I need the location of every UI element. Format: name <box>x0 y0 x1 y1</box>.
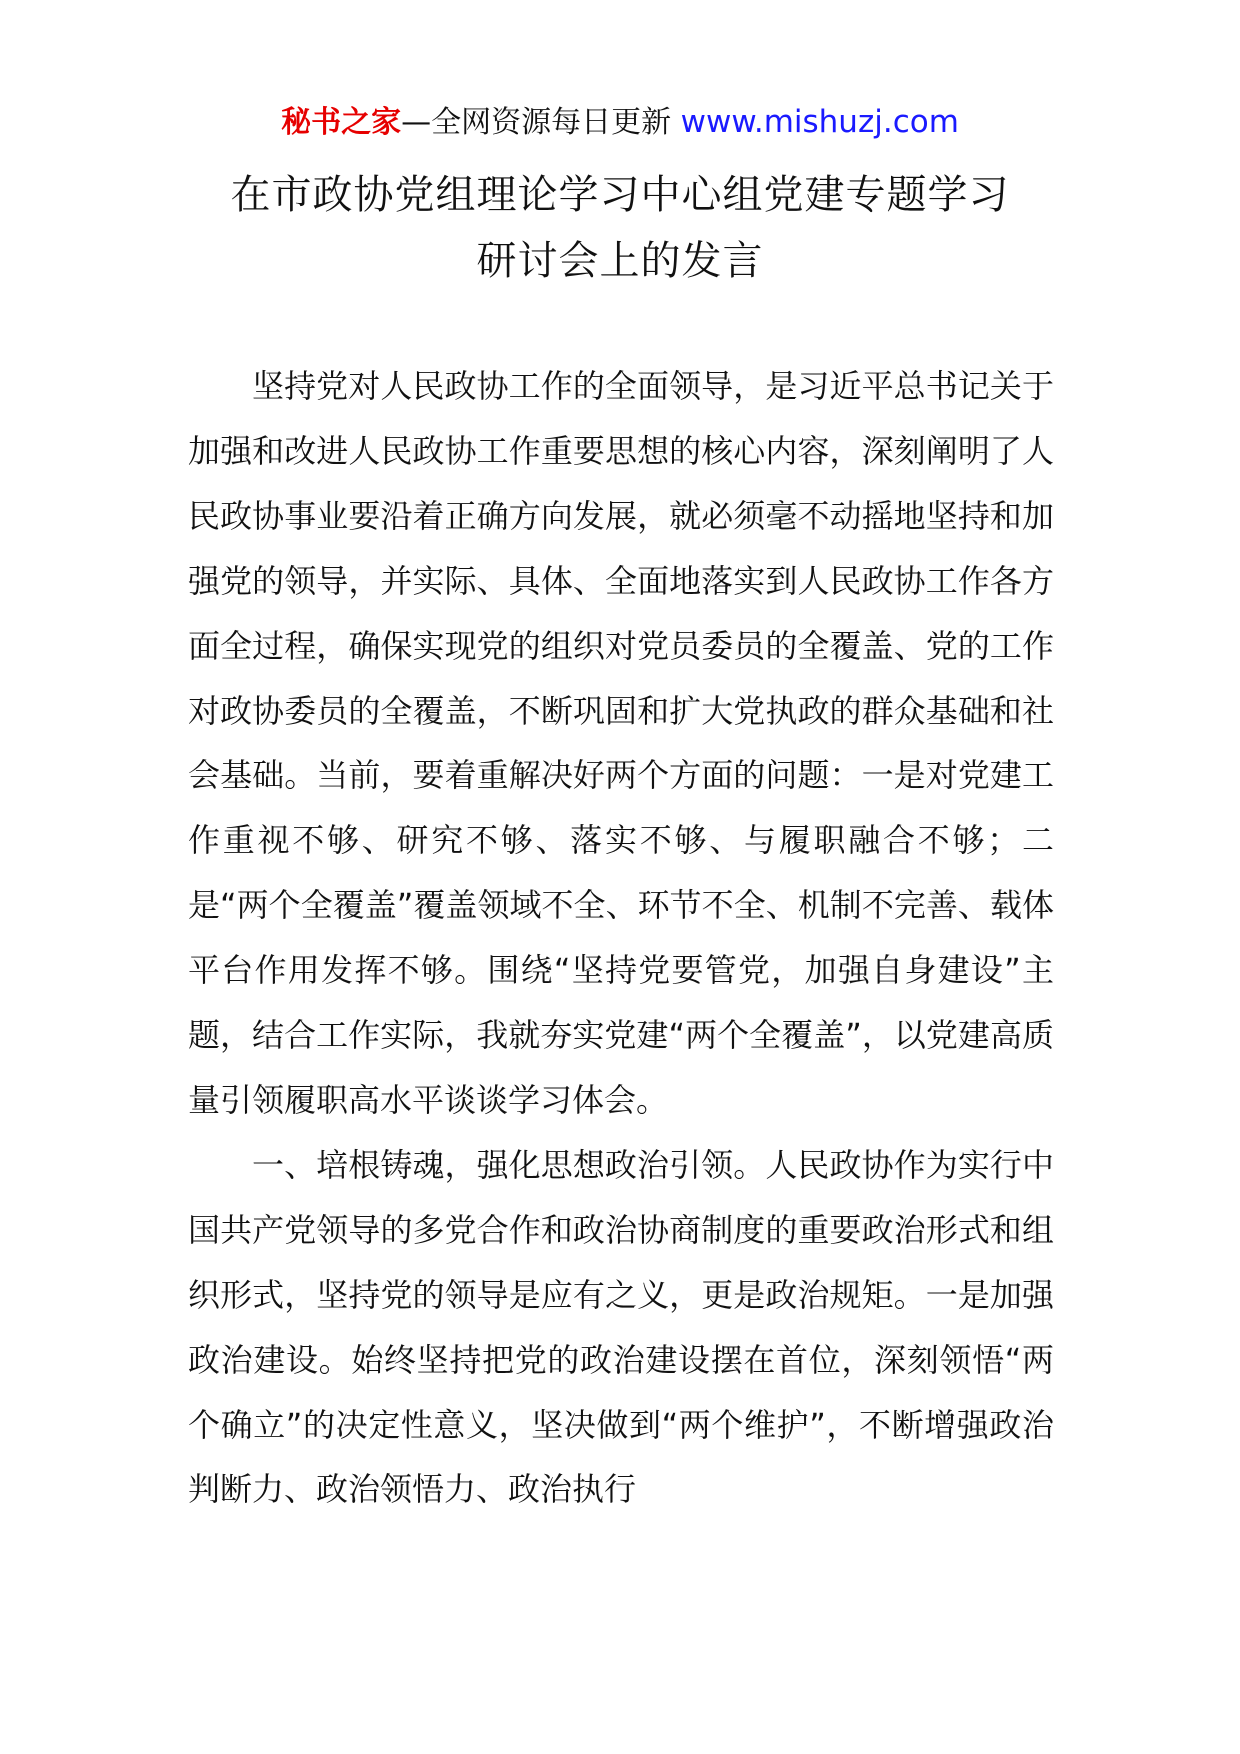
document-title <box>0 162 1240 294</box>
header-tagline: —全网资源每日更新 <box>401 105 672 140</box>
paragraph-intro: 坚持党对人民政协工作的全面领导，是习近平总书记关于加强和改进人民政协工作重要思想的核心内容，深刻阐明了人民政协事业要沿着正确方向发展，就必须毫不动摇地坚持和加强党的领导，并实际、具体、全面地落实到人民政协工作各方面全过程，确保实现党的组织对党员委员的全覆盖、党的工作对政协委员的全覆盖，不断巩固和扩大党执政的群众基础和社会基础。当前，要着重解决好两个方面的问题：一是对党建工作重视不够、研究不够、落实不够、与履职融合不够；二是“两个全覆盖”覆盖领域不全、环节不全、机制不完善、载体平台作用发挥不够。围绕“坚持党要管党，加强自身建设”主题，结合工作实际，我就夯实党建“两个全覆盖”，以党建高质量引领履职高水平谈谈学习体会。 <box>188 367 1054 1119</box>
brand-name: 秘书之家 <box>281 105 402 140</box>
document-body <box>188 354 1054 1522</box>
paragraph-section-1: 一、培根铸魂，强化思想政治引领。人民政协作为实行中国共产党领导的多党合作和政治协商制度的重要政治形式和组织形式，坚持党的领导是应有之义，更是政治规矩。一是加强政治建设。始终坚持把党的政治建设摆在首位，深刻领悟“两个确立”的决定性意义，坚决做到“两个维护”，不断增强政治判断力、政治领悟力、政治执行 <box>188 1145 1054 1509</box>
title-line-1: 在市政协党组理论学习中心组党建专题学习 <box>230 172 1010 218</box>
site-header <box>0 100 1240 145</box>
site-url-link[interactable]: www.mishuzj.com <box>680 104 959 140</box>
title-line-2: 研讨会上的发言 <box>476 238 764 284</box>
